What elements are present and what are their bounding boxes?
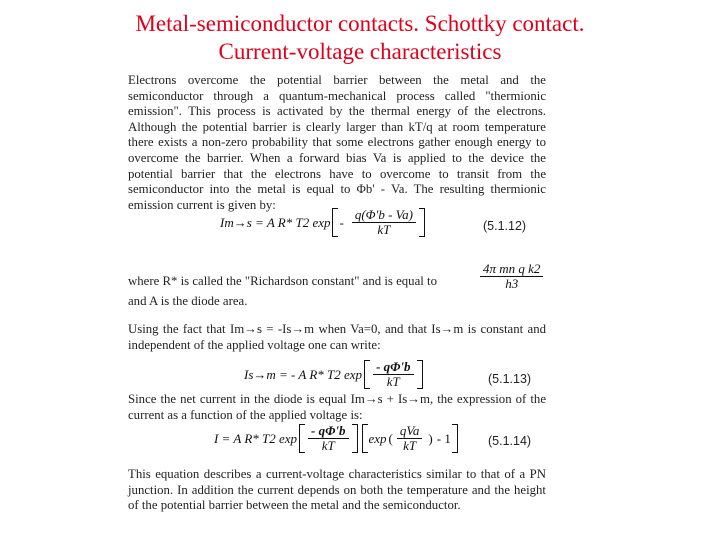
richardson-constant-fraction <box>478 262 545 291</box>
equation-5-1-14 <box>214 424 460 453</box>
richardson-denominator: h3 <box>505 276 519 291</box>
eq3-denominator-2: kT <box>403 438 417 453</box>
paragraph-richardson: where R* is called the "Richardson constant" and is equal to <box>128 274 437 288</box>
eq2-denominator: kT <box>386 374 400 389</box>
equation-5-1-12 <box>220 208 427 237</box>
eq1-sign: - <box>339 214 344 230</box>
eq1-bracket <box>332 208 425 237</box>
eq3-numerator-1: - qΦ'b <box>308 424 348 439</box>
eq1-number: (5.1.12) <box>483 219 527 233</box>
paragraph-diode-area: and A is the diode area. <box>128 294 248 308</box>
eq2-numerator: - qΦ'b <box>373 360 413 375</box>
slide-title <box>0 10 720 66</box>
eq3-lhs: I = A R* T2 exp <box>214 430 298 446</box>
richardson-numerator: 4π mn q k2 <box>480 262 543 277</box>
eq2-number: (5.1.13) <box>488 372 532 386</box>
eq1-lhs: Im→s = A R* T2 exp <box>220 214 331 230</box>
eq1-fraction <box>352 208 416 237</box>
equation-5-1-13 <box>244 360 425 389</box>
title-line-2: Current-voltage characteristics <box>218 39 502 64</box>
eq3-tail: - 1 <box>436 430 451 446</box>
eq1-numerator: q(Φ'b - Va) <box>352 208 416 223</box>
eq3-number: (5.1.14) <box>488 434 532 448</box>
eq3-bracket-2: exp ( $\frac{\text{qVa}}{kT}$ ) - 1 <box>362 424 458 453</box>
eq3-numerator-2: qVa <box>397 424 423 439</box>
paragraph-conclusion: This equation describes a current-voltage characteristics similar to that of a PN junction. In addition the current depends on both the temperature and the height of the potential barrier between the metal and the semiconductor. <box>128 467 546 513</box>
eq3-exp2: exp <box>368 430 387 446</box>
eq3-denominator-1: kT <box>321 438 335 453</box>
eq3-bracket-1 <box>299 424 357 453</box>
eq2-bracket <box>364 360 422 389</box>
title-line-1: Metal-semiconductor contacts. Schottky contact. <box>135 11 585 36</box>
eq1-denominator: kT <box>377 222 391 237</box>
paragraph-zero-bias: Using the fact that Im→s = -Is→m when Va=0, and that Is→m is constant and independent of the applied voltage one can write: <box>128 322 546 352</box>
paragraph-thermionic-emission: Electrons overcome the potential barrier between the metal and the semiconductor through a quantum-mechanical process called "thermionic emission". This process is activated by the thermal energy of the electrons. Although the potential barrier is clearly larger than kT/q at room temperature there exists a non-zero probability that some electrons gather enough energy to overcome the barrier. When a forward bias Va is applied to the device the potential barrier that the electrons have to overcome to transit from the semiconductor into the metal is equal to Φb' - Va. The resulting thermionic emission current is given by: <box>128 73 546 212</box>
paragraph-net-current: Since the net current in the diode is equal Im→s + Is→m, the expression of the current as a function of the applied voltage is: <box>128 392 546 422</box>
eq2-lhs: Is→m = - A R* T2 exp <box>244 366 363 382</box>
